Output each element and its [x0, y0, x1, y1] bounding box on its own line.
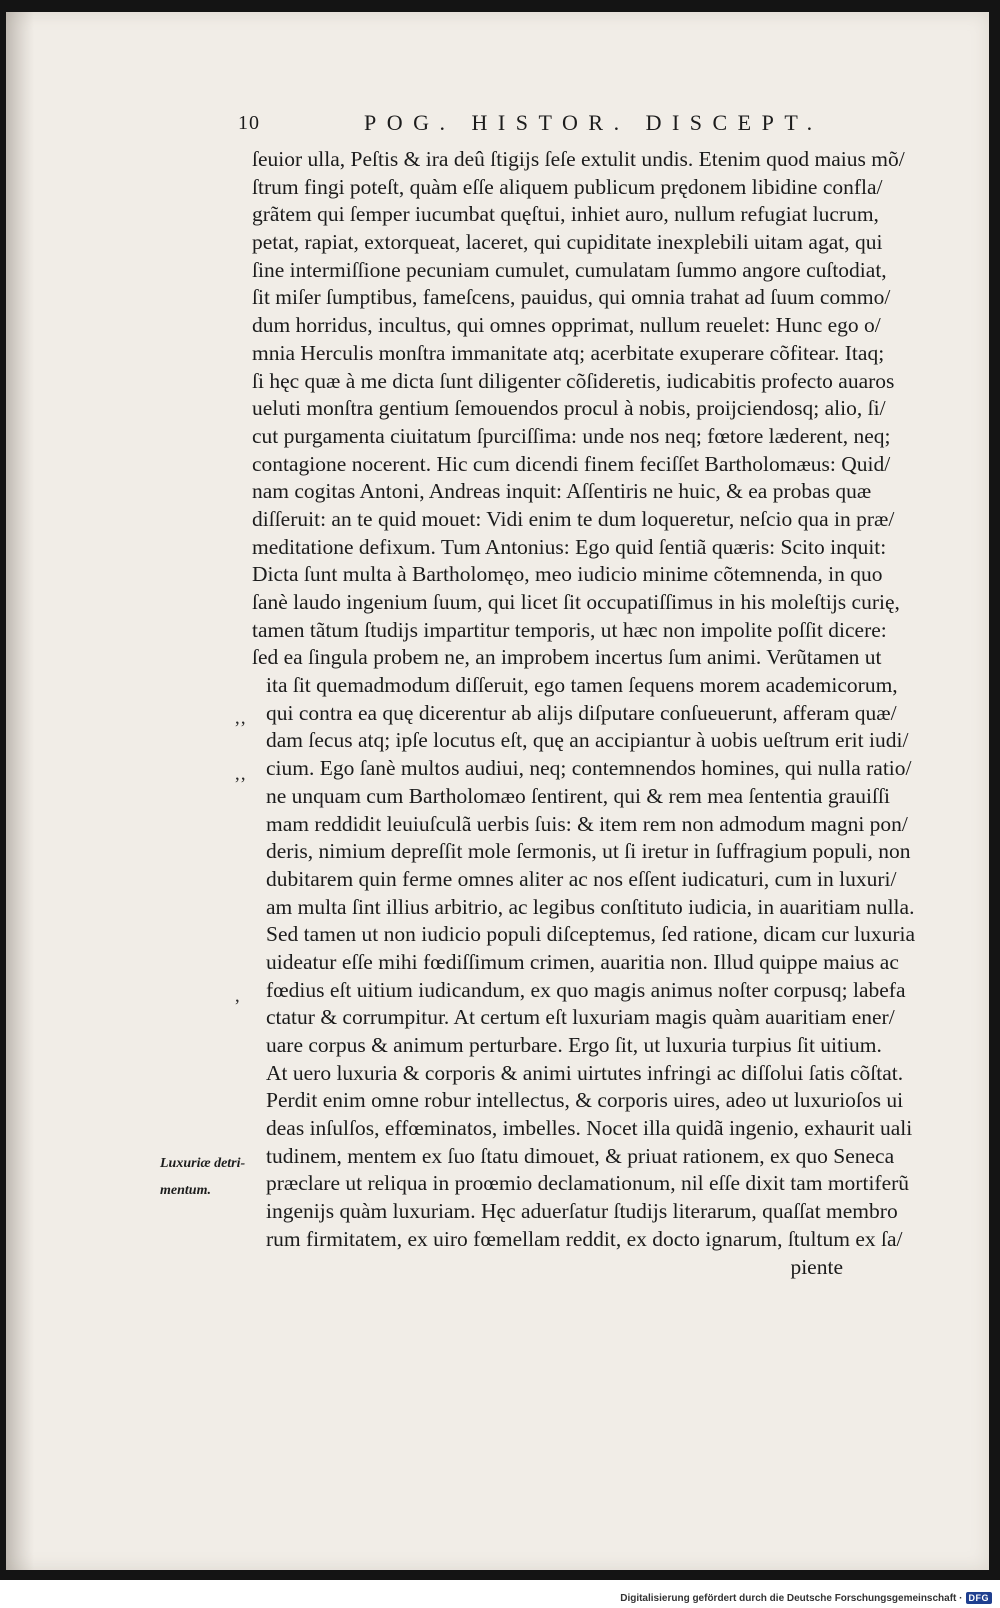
text-line: nam cogitas Antoni, Andreas inquit: Aſſentiris ne huic, & ea probas quæ [252, 479, 872, 504]
text-line: ne unquam cum Bartholomæo ſentirent, qui & rem mea ſententia grauiſſi [266, 783, 890, 808]
text-line: grãtem qui ſemper iucumbat quęſtui, inhiet auro, nullum refugiat lucrum, [252, 202, 879, 227]
text-line: ſine intermiſſione pecuniam cumulet, cumulatam ſummo angore cuſtodiat, [252, 257, 887, 282]
text-line: dum horridus, incultus, qui omnes opprimat, nullum reuelet: Hunc ego o/ [252, 313, 881, 338]
text-line: am multa ſint illius arbitrio, ac legibus conſtituto iudicia, in auaritiam nulla. [266, 894, 915, 919]
text-line: rum firmitatem, ex uiro fœmellam reddit, ex docto ignarum, ſtultum ex ſa/ [266, 1226, 903, 1251]
text-line: ingenijs quàm luxuriam. Hęc aduerſatur ſtudijs literarum, quaſſat membro [266, 1199, 898, 1224]
text-line: Dicta ſunt multa à Bartholomęo, meo iudicio minime cõtemnenda, in quo [252, 562, 883, 587]
text-line: fœdius eſt uitium iudicandum, ex quo magis animus noſter corpusq; labefa [266, 977, 906, 1002]
digitization-credit [620, 1592, 992, 1604]
page-header [238, 110, 848, 140]
text-line: uare corpus & animum perturbare. Ergo ſit, ut luxuria turpius ſit uitium. [266, 1033, 882, 1057]
text-line: mam reddidit leuiuſculã uerbis ſuis: & item rem non admodum magni pon/ [266, 811, 908, 836]
text-line: tudinem, mentem ex ſuo ſtatu dimouet, & priuat rationem, ex quo Seneca [266, 1143, 895, 1168]
text-line: cium. Ego ſanè multos audiui, neq; contemnendos homines, qui nulla ratio/ [266, 756, 912, 781]
text-line: præclare ut reliqua in proœmio declamationum, nil eſſe dixit tam mortiferũ [266, 1171, 910, 1196]
text-line: ſanè laudo ingenium ſuum, qui licet ſit occupatiſſimus in his moleſtijs curię, [252, 590, 900, 614]
text-line: deas inſulſos, effœminatos, imbelles. Nocet illa quidã ingenio, exhaurit uali [266, 1116, 913, 1141]
marginal-note-line: mentum. [160, 1183, 211, 1198]
text-line: ita ſit quemadmodum diſſeruit, ego tamen ſequens morem academicorum, [266, 673, 898, 698]
text-line: ſeuior ulla, Peſtis & ira deû ſtigijs ſeſe extulit undis. Etenim quod maius mõ/ [252, 147, 905, 171]
page-number: 10 [238, 112, 260, 134]
text-line: dam ſecus atq; ipſe locutus eſt, quę an accipiantur à uobis ueſtrum erit iudi/ [266, 728, 909, 753]
main-text [252, 146, 916, 1281]
text-line: ſtrum fingi poteſt, quàm eſſe aliquem publicum prędonem libidine confla/ [252, 174, 883, 199]
quote-mark: ’ [234, 996, 242, 1017]
text-line: diſſeruit: an te quid mouet: Vidi enim te dum loqueretur, neſcio qua in præ/ [252, 506, 895, 531]
credit-text: Digitalisierung gefördert durch die Deutsche Forschungsgemeinschaft · [620, 1592, 963, 1604]
text-line: qui contra ea quę dicerentur ab alijs diſputare conſueuerunt, afferam quæ/ [266, 700, 897, 725]
text-line: At uero luxuria & corporis & animi uirtutes infringi ac diſſolui ſatis cõſtat. [266, 1060, 904, 1085]
text-line: deris, nimium depreſſit mole ſermonis, ut ſi iretur in ſuffragium populi, non [266, 839, 911, 864]
running-title: POG. HISTOR. DISCEPT. [364, 110, 823, 135]
catchword: piente [790, 1254, 843, 1279]
text-line: contagione nocerent. Hic cum dicendi finem feciſſet Bartholomæus: Quid/ [252, 451, 891, 476]
text-line: meditatione defixum. Tum Antonius: Ego quid ſentiã quæris: Scito inquit: [252, 534, 887, 559]
page-gutter-shadow [6, 12, 34, 1570]
quote-mark: ’’ [234, 718, 248, 739]
dfg-logo: DFG [966, 1592, 993, 1604]
text-line: ctatur & corrumpitur. At certum eſt luxuriam magis quàm auaritiam ener/ [266, 1005, 895, 1030]
text-line: ſi hęc quæ à me dicta ſunt diligenter cõſideretis, iudicabitis profecto auaros [252, 368, 895, 393]
text-line: mnia Herculis monſtra immanitate atq; acerbitate exuperare cõfitear. Itaq; [252, 340, 885, 365]
text-line: dubitarem quin ferme omnes aliter ac nos eſſent iudicaturi, cum in luxuri/ [266, 866, 897, 891]
text-line: petat, rapiat, extorqueat, laceret, qui cupiditate inexplebili uitam agat, qui [252, 230, 883, 255]
text-line: tamen tãtum ſtudijs impartitur temporis, ut hæc non impolite poſſit dicere: [252, 617, 887, 642]
marginal-note [160, 1150, 245, 1204]
text-line: ſit miſer ſumptibus, fameſcens, pauidus, qui omnia trahat ad ſuum commo/ [252, 285, 891, 310]
text-line: uideatur eſſe mihi fœdiſſimum crimen, auaritia non. Illud quippe maius ac [266, 949, 899, 974]
text-line: ſed ea ſingula probem ne, an improbem incertus ſum animi. Verũtamen ut [252, 645, 882, 670]
quote-mark: ’’ [234, 774, 248, 795]
text-line: cut purgamenta ciuitatum ſpurciſſima: unde nos neq; fœtore læderent, neq; [252, 423, 891, 448]
text-line: Sed tamen ut non iudicio populi diſceptemus, ſed ratione, dicam cur luxuria [266, 922, 916, 947]
marginal-note-line: Luxuriæ detri- [160, 1156, 246, 1171]
text-line: ueluti monſtra gentium ſemouendos procul à nobis, proijciendosq; alio, ſi/ [252, 396, 886, 421]
text-line: Perdit enim omne robur intellectus, & corporis uires, adeo ut luxurioſos ui [266, 1088, 904, 1113]
